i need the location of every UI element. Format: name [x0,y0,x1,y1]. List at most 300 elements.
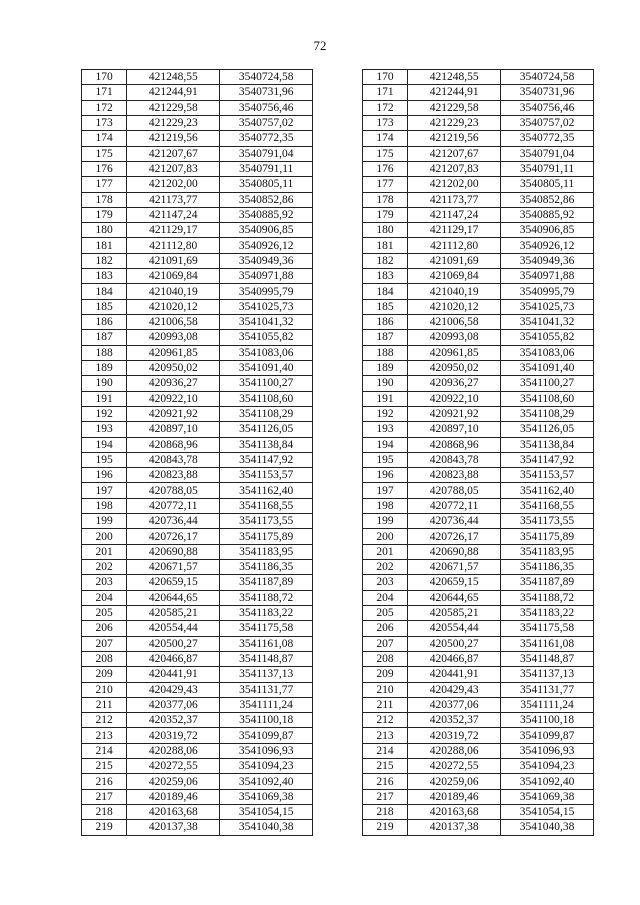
right-x-coordinate-cell: 421020,12 [408,299,501,314]
left-point-number-cell: 174 [82,131,127,146]
table-row [82,728,594,743]
right-x-coordinate-cell: 420736,44 [408,514,501,529]
table-row [82,529,594,544]
left-point-number-cell: 179 [82,207,127,222]
left-x-coordinate-cell: 421091,69 [127,253,220,268]
left-y-coordinate-cell: 3541111,24 [220,697,313,712]
column-gap [313,514,363,529]
left-x-coordinate-cell: 421244,91 [127,85,220,100]
left-x-coordinate-cell: 420788,05 [127,483,220,498]
table-row [82,192,594,207]
right-x-coordinate-cell: 421006,58 [408,315,501,330]
left-y-coordinate-cell: 3541183,95 [220,544,313,559]
left-y-coordinate-cell: 3541092,40 [220,774,313,789]
table-row [82,605,594,620]
right-y-coordinate-cell: 3540885,92 [501,207,594,222]
left-point-number-cell: 181 [82,238,127,253]
right-point-number-cell: 208 [362,651,407,666]
right-point-number-cell: 219 [362,820,407,835]
right-x-coordinate-cell: 421219,56 [408,131,501,146]
right-point-number-cell: 199 [362,514,407,529]
column-gap [313,498,363,513]
right-y-coordinate-cell: 3541162,40 [501,483,594,498]
right-point-number-cell: 213 [362,728,407,743]
left-point-number-cell: 180 [82,223,127,238]
right-y-coordinate-cell: 3540852,86 [501,192,594,207]
left-y-coordinate-cell: 3541126,05 [220,422,313,437]
left-x-coordinate-cell: 421006,58 [127,315,220,330]
right-point-number-cell: 214 [362,743,407,758]
left-point-number-cell: 217 [82,789,127,804]
right-x-coordinate-cell: 420868,96 [408,437,501,452]
column-gap [313,713,363,728]
right-point-number-cell: 172 [362,100,407,115]
right-x-coordinate-cell: 420466,87 [408,651,501,666]
right-y-coordinate-cell: 3541131,77 [501,682,594,697]
right-y-coordinate-cell: 3541091,40 [501,360,594,375]
left-y-coordinate-cell: 3540805,11 [220,177,313,192]
left-point-number-cell: 184 [82,284,127,299]
left-y-coordinate-cell: 3541041,32 [220,315,313,330]
right-point-number-cell: 190 [362,376,407,391]
left-point-number-cell: 189 [82,360,127,375]
left-y-coordinate-cell: 3541100,18 [220,713,313,728]
left-x-coordinate-cell: 420429,43 [127,682,220,697]
left-x-coordinate-cell: 421229,23 [127,115,220,130]
left-point-number-cell: 214 [82,743,127,758]
left-y-coordinate-cell: 3541168,55 [220,498,313,513]
left-point-number-cell: 218 [82,805,127,820]
right-point-number-cell: 194 [362,437,407,452]
column-gap [313,85,363,100]
column-gap [313,376,363,391]
left-x-coordinate-cell: 420726,17 [127,529,220,544]
right-x-coordinate-cell: 420897,10 [408,422,501,437]
right-point-number-cell: 217 [362,789,407,804]
right-y-coordinate-cell: 3540724,58 [501,70,594,85]
right-y-coordinate-cell: 3541153,57 [501,468,594,483]
left-point-number-cell: 195 [82,452,127,467]
right-y-coordinate-cell: 3541137,13 [501,667,594,682]
table-row [82,590,594,605]
column-gap [313,115,363,130]
column-gap [313,360,363,375]
table-row [82,345,594,360]
left-point-number-cell: 212 [82,713,127,728]
left-y-coordinate-cell: 3541096,93 [220,743,313,758]
left-x-coordinate-cell: 420189,46 [127,789,220,804]
right-y-coordinate-cell: 3540926,12 [501,238,594,253]
table-row [82,636,594,651]
right-point-number-cell: 180 [362,223,407,238]
table-row [82,100,594,115]
right-point-number-cell: 212 [362,713,407,728]
table-row [82,820,594,835]
left-x-coordinate-cell: 421069,84 [127,269,220,284]
right-y-coordinate-cell: 3541147,92 [501,452,594,467]
left-x-coordinate-cell: 420377,06 [127,697,220,712]
right-y-coordinate-cell: 3540949,36 [501,253,594,268]
table-row [82,161,594,176]
right-x-coordinate-cell: 420922,10 [408,391,501,406]
column-gap [313,743,363,758]
right-point-number-cell: 195 [362,452,407,467]
left-x-coordinate-cell: 421207,67 [127,146,220,161]
left-x-coordinate-cell: 421147,24 [127,207,220,222]
column-gap [313,544,363,559]
left-point-number-cell: 202 [82,560,127,575]
right-point-number-cell: 192 [362,406,407,421]
left-x-coordinate-cell: 421020,12 [127,299,220,314]
right-point-number-cell: 184 [362,284,407,299]
column-gap [313,605,363,620]
column-gap [313,452,363,467]
left-point-number-cell: 206 [82,621,127,636]
right-y-coordinate-cell: 3541092,40 [501,774,594,789]
column-gap [313,330,363,345]
left-y-coordinate-cell: 3541173,55 [220,514,313,529]
table-row [82,682,594,697]
table-row [82,667,594,682]
right-x-coordinate-cell: 420137,38 [408,820,501,835]
table-row [82,743,594,758]
left-point-number-cell: 171 [82,85,127,100]
table-row [82,514,594,529]
left-y-coordinate-cell: 3541108,60 [220,391,313,406]
column-gap [313,299,363,314]
left-point-number-cell: 219 [82,820,127,835]
right-x-coordinate-cell: 420377,06 [408,697,501,712]
right-point-number-cell: 179 [362,207,407,222]
left-y-coordinate-cell: 3540791,04 [220,146,313,161]
right-y-coordinate-cell: 3540906,85 [501,223,594,238]
column-gap [313,146,363,161]
table-row [82,299,594,314]
left-point-number-cell: 215 [82,759,127,774]
table-row [82,468,594,483]
right-y-coordinate-cell: 3540791,04 [501,146,594,161]
column-gap [313,207,363,222]
right-y-coordinate-cell: 3540791,11 [501,161,594,176]
left-x-coordinate-cell: 420272,55 [127,759,220,774]
left-x-coordinate-cell: 420644,65 [127,590,220,605]
right-y-coordinate-cell: 3541041,32 [501,315,594,330]
table-row [82,238,594,253]
right-x-coordinate-cell: 420288,06 [408,743,501,758]
left-y-coordinate-cell: 3540906,85 [220,223,313,238]
column-gap [313,774,363,789]
right-point-number-cell: 215 [362,759,407,774]
left-x-coordinate-cell: 421173,77 [127,192,220,207]
right-point-number-cell: 173 [362,115,407,130]
column-gap [313,820,363,835]
right-point-number-cell: 183 [362,269,407,284]
right-y-coordinate-cell: 3541040,38 [501,820,594,835]
table-row [82,177,594,192]
left-y-coordinate-cell: 3541055,82 [220,330,313,345]
left-point-number-cell: 209 [82,667,127,682]
left-y-coordinate-cell: 3541040,38 [220,820,313,835]
left-point-number-cell: 188 [82,345,127,360]
column-gap [313,529,363,544]
right-x-coordinate-cell: 420585,21 [408,605,501,620]
left-x-coordinate-cell: 420843,78 [127,452,220,467]
left-y-coordinate-cell: 3541175,58 [220,621,313,636]
right-y-coordinate-cell: 3541069,38 [501,789,594,804]
left-x-coordinate-cell: 421040,19 [127,284,220,299]
column-gap [313,789,363,804]
table-row [82,483,594,498]
right-point-number-cell: 187 [362,330,407,345]
right-y-coordinate-cell: 3540805,11 [501,177,594,192]
left-y-coordinate-cell: 3540971,88 [220,269,313,284]
table-row [82,207,594,222]
column-gap [313,437,363,452]
column-gap [313,422,363,437]
column-gap [313,284,363,299]
right-x-coordinate-cell: 421069,84 [408,269,501,284]
right-point-number-cell: 188 [362,345,407,360]
left-y-coordinate-cell: 3541131,77 [220,682,313,697]
right-point-number-cell: 196 [362,468,407,483]
left-x-coordinate-cell: 420137,38 [127,820,220,835]
left-x-coordinate-cell: 421129,17 [127,223,220,238]
left-point-number-cell: 182 [82,253,127,268]
right-point-number-cell: 198 [362,498,407,513]
right-point-number-cell: 209 [362,667,407,682]
coordinates-table [81,69,594,836]
table-row [82,360,594,375]
left-point-number-cell: 170 [82,70,127,85]
left-y-coordinate-cell: 3540995,79 [220,284,313,299]
table-row [82,498,594,513]
right-y-coordinate-cell: 3541126,05 [501,422,594,437]
column-gap [313,253,363,268]
right-point-number-cell: 206 [362,621,407,636]
right-x-coordinate-cell: 421207,67 [408,146,501,161]
left-x-coordinate-cell: 420671,57 [127,560,220,575]
right-y-coordinate-cell: 3541111,24 [501,697,594,712]
left-point-number-cell: 190 [82,376,127,391]
column-gap [313,468,363,483]
column-gap [313,621,363,636]
right-x-coordinate-cell: 420272,55 [408,759,501,774]
right-y-coordinate-cell: 3541161,08 [501,636,594,651]
left-point-number-cell: 173 [82,115,127,130]
right-point-number-cell: 174 [362,131,407,146]
left-y-coordinate-cell: 3540885,92 [220,207,313,222]
right-point-number-cell: 181 [362,238,407,253]
left-x-coordinate-cell: 420921,92 [127,406,220,421]
right-x-coordinate-cell: 421040,19 [408,284,501,299]
left-x-coordinate-cell: 420868,96 [127,437,220,452]
right-point-number-cell: 197 [362,483,407,498]
left-x-coordinate-cell: 421202,00 [127,177,220,192]
right-point-number-cell: 176 [362,161,407,176]
right-x-coordinate-cell: 420671,57 [408,560,501,575]
left-x-coordinate-cell: 420441,91 [127,667,220,682]
column-gap [313,575,363,590]
right-point-number-cell: 175 [362,146,407,161]
column-gap [313,697,363,712]
table-row [82,651,594,666]
column-gap [313,223,363,238]
left-y-coordinate-cell: 3540926,12 [220,238,313,253]
left-y-coordinate-cell: 3540756,46 [220,100,313,115]
left-point-number-cell: 199 [82,514,127,529]
left-y-coordinate-cell: 3540852,86 [220,192,313,207]
right-x-coordinate-cell: 421112,80 [408,238,501,253]
right-y-coordinate-cell: 3540971,88 [501,269,594,284]
left-point-number-cell: 205 [82,605,127,620]
left-y-coordinate-cell: 3540772,35 [220,131,313,146]
left-y-coordinate-cell: 3541162,40 [220,483,313,498]
left-x-coordinate-cell: 420922,10 [127,391,220,406]
left-x-coordinate-cell: 421248,55 [127,70,220,85]
left-point-number-cell: 175 [82,146,127,161]
left-point-number-cell: 183 [82,269,127,284]
left-point-number-cell: 207 [82,636,127,651]
column-gap [313,636,363,651]
right-x-coordinate-cell: 421202,00 [408,177,501,192]
left-x-coordinate-cell: 420466,87 [127,651,220,666]
left-y-coordinate-cell: 3541099,87 [220,728,313,743]
column-gap [313,161,363,176]
left-y-coordinate-cell: 3541147,92 [220,452,313,467]
right-y-coordinate-cell: 3541055,82 [501,330,594,345]
left-y-coordinate-cell: 3540949,36 [220,253,313,268]
right-y-coordinate-cell: 3541025,73 [501,299,594,314]
column-gap [313,590,363,605]
right-y-coordinate-cell: 3541183,22 [501,605,594,620]
right-x-coordinate-cell: 420788,05 [408,483,501,498]
right-y-coordinate-cell: 3541108,60 [501,391,594,406]
left-x-coordinate-cell: 421112,80 [127,238,220,253]
column-gap [313,238,363,253]
column-gap [313,560,363,575]
right-x-coordinate-cell: 420690,88 [408,544,501,559]
right-x-coordinate-cell: 420259,06 [408,774,501,789]
left-x-coordinate-cell: 420961,85 [127,345,220,360]
left-x-coordinate-cell: 420500,27 [127,636,220,651]
left-y-coordinate-cell: 3541175,89 [220,529,313,544]
left-y-coordinate-cell: 3540724,58 [220,70,313,85]
right-y-coordinate-cell: 3541100,27 [501,376,594,391]
left-y-coordinate-cell: 3541100,27 [220,376,313,391]
right-point-number-cell: 182 [362,253,407,268]
left-y-coordinate-cell: 3540791,11 [220,161,313,176]
right-point-number-cell: 171 [362,85,407,100]
left-x-coordinate-cell: 420772,11 [127,498,220,513]
left-point-number-cell: 203 [82,575,127,590]
left-point-number-cell: 177 [82,177,127,192]
left-point-number-cell: 213 [82,728,127,743]
right-x-coordinate-cell: 420823,88 [408,468,501,483]
table-row [82,391,594,406]
left-point-number-cell: 198 [82,498,127,513]
right-x-coordinate-cell: 420319,72 [408,728,501,743]
right-point-number-cell: 186 [362,315,407,330]
right-point-number-cell: 205 [362,605,407,620]
table-row [82,269,594,284]
right-x-coordinate-cell: 421248,55 [408,70,501,85]
column-gap [313,269,363,284]
right-point-number-cell: 207 [362,636,407,651]
left-x-coordinate-cell: 420736,44 [127,514,220,529]
left-point-number-cell: 196 [82,468,127,483]
table-row [82,560,594,575]
right-point-number-cell: 185 [362,299,407,314]
right-x-coordinate-cell: 420500,27 [408,636,501,651]
right-point-number-cell: 200 [362,529,407,544]
left-y-coordinate-cell: 3541083,06 [220,345,313,360]
table-row [82,621,594,636]
left-x-coordinate-cell: 420352,37 [127,713,220,728]
right-point-number-cell: 216 [362,774,407,789]
right-y-coordinate-cell: 3540731,96 [501,85,594,100]
table-row [82,805,594,820]
right-x-coordinate-cell: 420921,92 [408,406,501,421]
left-y-coordinate-cell: 3540731,96 [220,85,313,100]
column-gap [313,728,363,743]
table-row [82,713,594,728]
left-x-coordinate-cell: 420659,15 [127,575,220,590]
right-y-coordinate-cell: 3540995,79 [501,284,594,299]
left-x-coordinate-cell: 420288,06 [127,743,220,758]
left-x-coordinate-cell: 421219,56 [127,131,220,146]
table-row [82,70,594,85]
left-x-coordinate-cell: 420823,88 [127,468,220,483]
left-x-coordinate-cell: 420259,06 [127,774,220,789]
left-y-coordinate-cell: 3541153,57 [220,468,313,483]
column-gap [313,391,363,406]
left-x-coordinate-cell: 420319,72 [127,728,220,743]
right-y-coordinate-cell: 3540757,02 [501,115,594,130]
left-point-number-cell: 186 [82,315,127,330]
right-x-coordinate-cell: 420441,91 [408,667,501,682]
table-row [82,406,594,421]
right-y-coordinate-cell: 3541094,23 [501,759,594,774]
left-point-number-cell: 197 [82,483,127,498]
column-gap [313,177,363,192]
column-gap [313,131,363,146]
left-point-number-cell: 204 [82,590,127,605]
right-point-number-cell: 202 [362,560,407,575]
right-y-coordinate-cell: 3541175,58 [501,621,594,636]
right-y-coordinate-cell: 3541148,87 [501,651,594,666]
right-y-coordinate-cell: 3541100,18 [501,713,594,728]
left-x-coordinate-cell: 421207,83 [127,161,220,176]
right-x-coordinate-cell: 420936,27 [408,376,501,391]
right-point-number-cell: 211 [362,697,407,712]
right-y-coordinate-cell: 3540772,35 [501,131,594,146]
right-point-number-cell: 204 [362,590,407,605]
right-y-coordinate-cell: 3541175,89 [501,529,594,544]
right-x-coordinate-cell: 420993,08 [408,330,501,345]
right-point-number-cell: 201 [362,544,407,559]
left-y-coordinate-cell: 3541108,29 [220,406,313,421]
right-x-coordinate-cell: 421147,24 [408,207,501,222]
left-point-number-cell: 185 [82,299,127,314]
left-y-coordinate-cell: 3541091,40 [220,360,313,375]
left-point-number-cell: 193 [82,422,127,437]
right-y-coordinate-cell: 3541187,89 [501,575,594,590]
left-y-coordinate-cell: 3541148,87 [220,651,313,666]
right-x-coordinate-cell: 420429,43 [408,682,501,697]
right-x-coordinate-cell: 420644,65 [408,590,501,605]
right-y-coordinate-cell: 3541083,06 [501,345,594,360]
table-row [82,575,594,590]
